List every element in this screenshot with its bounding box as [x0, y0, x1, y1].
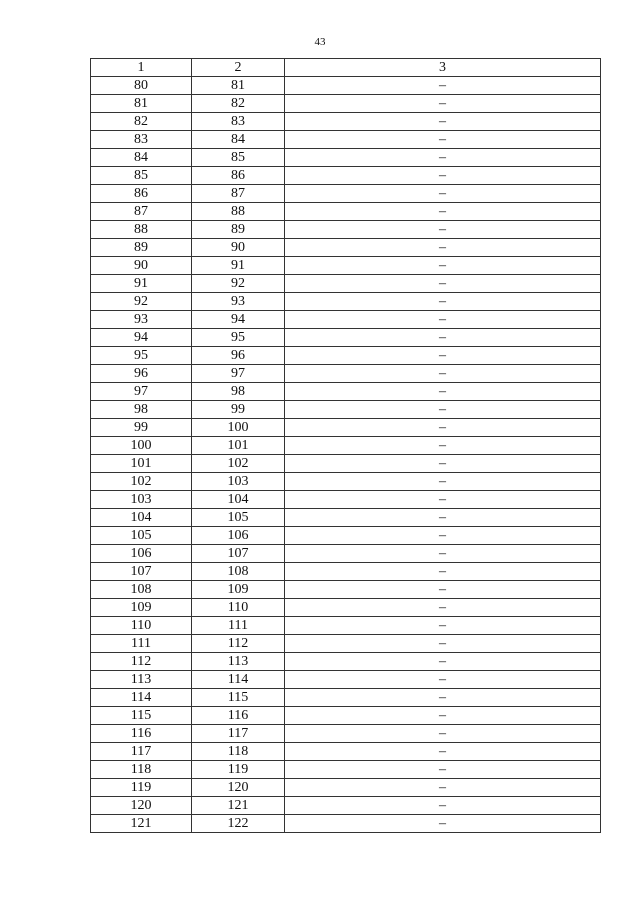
- table-row: [91, 491, 601, 509]
- table-cell-col-3: –: [285, 131, 601, 149]
- table-cell-col-3: –: [285, 527, 601, 545]
- table-cell-col-2: 92: [192, 275, 285, 293]
- table-cell-col-3: –: [285, 257, 601, 275]
- table-cell-col-3: –: [285, 743, 601, 761]
- table-row: [91, 95, 601, 113]
- table-cell-col-3: –: [285, 203, 601, 221]
- table-row: [91, 653, 601, 671]
- table-cell-col-3: –: [285, 149, 601, 167]
- table-cell-col-2: 116: [192, 707, 285, 725]
- table-cell-col-3: –: [285, 275, 601, 293]
- table-cell-col-1: 113: [91, 671, 192, 689]
- table-cell-col-1: 109: [91, 599, 192, 617]
- table-cell-col-3: –: [285, 437, 601, 455]
- table-cell-col-2: 93: [192, 293, 285, 311]
- table-row: [91, 581, 601, 599]
- table-cell-col-1: 115: [91, 707, 192, 725]
- table-cell-col-2: 121: [192, 797, 285, 815]
- table-cell-col-2: 90: [192, 239, 285, 257]
- table-row: [91, 329, 601, 347]
- table-cell-col-1: 114: [91, 689, 192, 707]
- table-cell-col-2: 107: [192, 545, 285, 563]
- table-cell-col-3: –: [285, 473, 601, 491]
- table-cell-col-2: 88: [192, 203, 285, 221]
- table-cell-col-2: 83: [192, 113, 285, 131]
- table-cell-col-3: –: [285, 491, 601, 509]
- table-row: [91, 563, 601, 581]
- table-cell-col-3: –: [285, 671, 601, 689]
- table-cell-col-3: –: [285, 635, 601, 653]
- table-row: [91, 635, 601, 653]
- table-cell-col-3: –: [285, 779, 601, 797]
- table-cell-col-3: –: [285, 689, 601, 707]
- table-cell-col-2: 85: [192, 149, 285, 167]
- table-cell-col-2: 84: [192, 131, 285, 149]
- table-cell-col-1: 107: [91, 563, 192, 581]
- table-cell-col-2: 82: [192, 95, 285, 113]
- table-cell-col-3: –: [285, 329, 601, 347]
- table-cell-col-2: 91: [192, 257, 285, 275]
- table-row: [91, 671, 601, 689]
- table-cell-col-2: 122: [192, 815, 285, 833]
- table-row: [91, 473, 601, 491]
- table-cell-col-1: 118: [91, 761, 192, 779]
- table-cell-col-2: 120: [192, 779, 285, 797]
- table-row: [91, 599, 601, 617]
- table-cell-col-3: –: [285, 509, 601, 527]
- table-cell-col-1: 81: [91, 95, 192, 113]
- table-row: [91, 617, 601, 635]
- table-cell-col-1: 106: [91, 545, 192, 563]
- table-cell-col-2: 112: [192, 635, 285, 653]
- table-cell-col-1: 96: [91, 365, 192, 383]
- table-cell-col-2: 97: [192, 365, 285, 383]
- table-row: [91, 275, 601, 293]
- table-cell-col-1: 120: [91, 797, 192, 815]
- table-cell-col-1: 119: [91, 779, 192, 797]
- column-header-3: 3: [285, 59, 601, 77]
- table-row: [91, 815, 601, 833]
- table-cell-col-3: –: [285, 77, 601, 95]
- table-cell-col-2: 99: [192, 401, 285, 419]
- table-row: [91, 149, 601, 167]
- table-row: [91, 311, 601, 329]
- table-row: [91, 257, 601, 275]
- table-cell-col-2: 106: [192, 527, 285, 545]
- table-row: [91, 509, 601, 527]
- table-row: [91, 725, 601, 743]
- table-cell-col-2: 96: [192, 347, 285, 365]
- table-cell-col-3: –: [285, 221, 601, 239]
- table-cell-col-2: 109: [192, 581, 285, 599]
- table-cell-col-1: 111: [91, 635, 192, 653]
- table-row: [91, 203, 601, 221]
- table-row: [91, 347, 601, 365]
- table-cell-col-1: 104: [91, 509, 192, 527]
- table-row: [91, 689, 601, 707]
- table-cell-col-1: 103: [91, 491, 192, 509]
- table-cell-col-2: 105: [192, 509, 285, 527]
- table-cell-col-1: 87: [91, 203, 192, 221]
- table-cell-col-3: –: [285, 545, 601, 563]
- table-header: [91, 59, 601, 77]
- table-cell-col-3: –: [285, 185, 601, 203]
- table-row: [91, 293, 601, 311]
- table-cell-col-2: 86: [192, 167, 285, 185]
- table-cell-col-2: 117: [192, 725, 285, 743]
- table-cell-col-1: 101: [91, 455, 192, 473]
- table-row: [91, 743, 601, 761]
- table-row: [91, 437, 601, 455]
- table-row: [91, 131, 601, 149]
- table-row: [91, 167, 601, 185]
- table-cell-col-3: –: [285, 581, 601, 599]
- table-row: [91, 77, 601, 95]
- table-cell-col-3: –: [285, 383, 601, 401]
- table-cell-col-2: 119: [192, 761, 285, 779]
- table-cell-col-1: 85: [91, 167, 192, 185]
- table-cell-col-2: 89: [192, 221, 285, 239]
- table-cell-col-1: 98: [91, 401, 192, 419]
- table-cell-col-1: 97: [91, 383, 192, 401]
- table-row: [91, 527, 601, 545]
- table-cell-col-1: 82: [91, 113, 192, 131]
- table-cell-col-1: 92: [91, 293, 192, 311]
- table-cell-col-3: –: [285, 761, 601, 779]
- table-cell-col-2: 98: [192, 383, 285, 401]
- table-cell-col-1: 93: [91, 311, 192, 329]
- table-cell-col-1: 94: [91, 329, 192, 347]
- table-cell-col-1: 116: [91, 725, 192, 743]
- table-cell-col-2: 114: [192, 671, 285, 689]
- table-row: [91, 455, 601, 473]
- table-cell-col-3: –: [285, 293, 601, 311]
- table-row: [91, 545, 601, 563]
- table-cell-col-1: 88: [91, 221, 192, 239]
- table-cell-col-2: 115: [192, 689, 285, 707]
- table-cell-col-1: 84: [91, 149, 192, 167]
- table-cell-col-3: –: [285, 347, 601, 365]
- table-cell-col-1: 100: [91, 437, 192, 455]
- table-cell-col-1: 90: [91, 257, 192, 275]
- table-cell-col-1: 102: [91, 473, 192, 491]
- table-cell-col-3: –: [285, 239, 601, 257]
- table-cell-col-2: 108: [192, 563, 285, 581]
- table-cell-col-1: 89: [91, 239, 192, 257]
- table-cell-col-1: 99: [91, 419, 192, 437]
- data-table: [90, 58, 601, 833]
- table-row: [91, 185, 601, 203]
- table-cell-col-1: 110: [91, 617, 192, 635]
- table-row: [91, 419, 601, 437]
- table-cell-col-1: 121: [91, 815, 192, 833]
- column-header-1: 1: [91, 59, 192, 77]
- table-cell-col-3: –: [285, 797, 601, 815]
- table-row: [91, 761, 601, 779]
- table-body: [91, 77, 601, 833]
- table-cell-col-2: 102: [192, 455, 285, 473]
- table-row: [91, 383, 601, 401]
- table-cell-col-2: 111: [192, 617, 285, 635]
- header-row: [91, 59, 601, 77]
- table-cell-col-3: –: [285, 707, 601, 725]
- column-header-2: 2: [192, 59, 285, 77]
- table-cell-col-3: –: [285, 311, 601, 329]
- table-cell-col-3: –: [285, 725, 601, 743]
- table-row: [91, 221, 601, 239]
- table-cell-col-3: –: [285, 401, 601, 419]
- table-cell-col-1: 108: [91, 581, 192, 599]
- table-row: [91, 779, 601, 797]
- page-number: 43: [314, 36, 326, 48]
- table-cell-col-2: 87: [192, 185, 285, 203]
- table-row: [91, 365, 601, 383]
- table-cell-col-3: –: [285, 653, 601, 671]
- table-row: [91, 797, 601, 815]
- table-row: [91, 401, 601, 419]
- table-row: [91, 239, 601, 257]
- table-cell-col-1: 91: [91, 275, 192, 293]
- table-cell-col-2: 95: [192, 329, 285, 347]
- table-cell-col-1: 83: [91, 131, 192, 149]
- table-cell-col-1: 117: [91, 743, 192, 761]
- table-cell-col-3: –: [285, 365, 601, 383]
- table-cell-col-2: 94: [192, 311, 285, 329]
- table-cell-col-2: 104: [192, 491, 285, 509]
- table-cell-col-1: 86: [91, 185, 192, 203]
- table-cell-col-3: –: [285, 815, 601, 833]
- table-cell-col-3: –: [285, 617, 601, 635]
- table-cell-col-3: –: [285, 95, 601, 113]
- table-cell-col-2: 110: [192, 599, 285, 617]
- table-cell-col-2: 113: [192, 653, 285, 671]
- table-cell-col-2: 101: [192, 437, 285, 455]
- table-cell-col-2: 103: [192, 473, 285, 491]
- table-cell-col-3: –: [285, 563, 601, 581]
- table-cell-col-2: 81: [192, 77, 285, 95]
- table-row: [91, 113, 601, 131]
- table-cell-col-1: 95: [91, 347, 192, 365]
- table-cell-col-2: 100: [192, 419, 285, 437]
- table-cell-col-3: –: [285, 419, 601, 437]
- table-cell-col-3: –: [285, 167, 601, 185]
- table-cell-col-3: –: [285, 599, 601, 617]
- table-cell-col-1: 112: [91, 653, 192, 671]
- table-row: [91, 707, 601, 725]
- table-cell-col-2: 118: [192, 743, 285, 761]
- table-cell-col-1: 105: [91, 527, 192, 545]
- table-cell-col-3: –: [285, 455, 601, 473]
- table-cell-col-3: –: [285, 113, 601, 131]
- table-cell-col-1: 80: [91, 77, 192, 95]
